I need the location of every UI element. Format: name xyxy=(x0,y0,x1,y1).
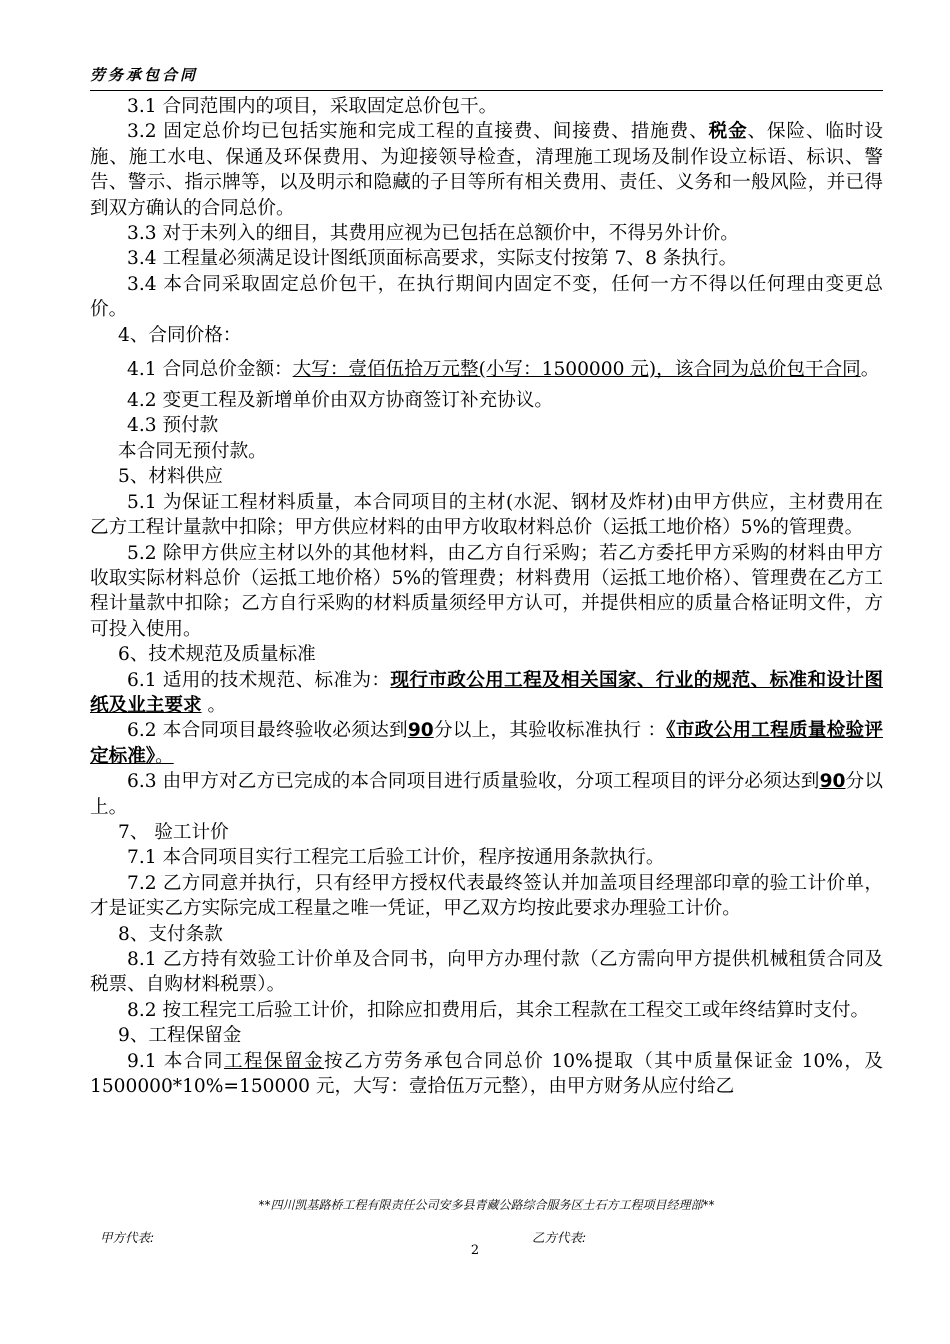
page-header xyxy=(90,64,883,91)
clause-6-3: 6.3 由甲方对乙方已完成的本合同项目进行质量验收，分项工程项目的评分必须达到90分以上。 xyxy=(90,771,883,818)
clause-3-2: 3.2 固定总价均已包括实施和完成工程的直接费、间接费、措施费、税金、保险、临时设施、施工水电、保通及环保费用、为迎接领导检查，清理施工现场及制作设立标语、标识、警告、警示、指示牌等，以及明示和隐藏的子目等所有相关费用、责任、义务和一般风险，并已得到双方确认的合同总价。 xyxy=(90,121,883,219)
clause-6-2: 6.2 本合同项目最终验收必须达到90分以上，其验收标准执行 ：《市政公用工程质量检验评定标准》。 xyxy=(90,720,883,767)
clause-3-4a: 3.4 工程量必须满足设计图纸顶面标高要求，实际支付按第 7、8 条执行。 xyxy=(127,248,738,270)
contract-total-amount: 大写：壹佰伍拾万元整(小写：1500000 元)，该合同为总价包干合同 xyxy=(292,359,861,381)
section-8-heading: 8、支付条款 xyxy=(118,923,223,945)
clause-4-1: 4.1 合同总价金额：大写：壹佰伍拾万元整(小写：1500000 元)，该合同为总价包干合同。 xyxy=(127,359,880,381)
quality-standard: 《市政公用工程质量检验评定标准》 xyxy=(90,720,883,767)
clause-4-2: 4.2 变更工程及新增单价由双方协商签订补充协议。 xyxy=(127,390,553,412)
clause-5-2: 5.2 除甲方供应主材以外的其他材料，由乙方自行采购；若乙方委托甲方采购的材料由甲方收取实际材料总价（运抵工地价格）5%的管理费；材料费用（运抵工地价格）、管理费在乙方工程计量款中扣除；乙方自行采购的材料质量须经甲方认可，并提供相应的质量合格证明文件，方可投入使用。 xyxy=(90,542,883,640)
clause-7-2: 7.2 乙方同意并执行，只有经甲方授权代表最终签认并加盖项目经理部印章的验工计价单，才是证实乙方实际完成工程量之唯一凭证，甲乙双方均按此要求办理验工计价。 xyxy=(90,872,883,920)
section-5-heading: 5、材料供应 xyxy=(118,466,223,488)
document-body xyxy=(90,94,883,1099)
retention-money: 工程保留金 xyxy=(223,1050,324,1072)
party-a-representative: 甲方代表: xyxy=(100,1230,155,1245)
party-b-representative: 乙方代表: xyxy=(532,1230,587,1245)
score-threshold: 90 xyxy=(407,720,434,742)
clause-9-1: 9.1 本合同工程保留金按乙方劳务承包合同总价 10%提取（其中质量保证金 10%，及 1500000*10%=150000 元，大写：壹拾伍万元整），由甲方财务从应付给乙 xyxy=(90,1050,883,1098)
header-title: 劳务承包合同 xyxy=(90,66,199,84)
clause-3-1: 3.1 合同范围内的项目，采取固定总价包干。 xyxy=(127,96,498,117)
clause-8-1: 8.1 乙方持有效验工计价单及合同书，向甲方办理付款（乙方需向甲方提供机械租赁合同及税票、自购材料税票）。 xyxy=(90,949,883,996)
section-7-heading: 7、 验工计价 xyxy=(118,821,229,843)
section-4-heading: 4、合同价格： xyxy=(118,324,242,346)
section-9-heading: 9、工程保留金 xyxy=(118,1025,242,1047)
applicable-standards: 现行市政公用工程及相关国家、行业的规范、标准和设计图纸及业主要求 xyxy=(90,669,883,716)
page-number: 2 xyxy=(470,1243,480,1258)
clause-6-1: 6.1 适用的技术规范、标准为：现行市政公用工程及相关国家、行业的规范、标准和设计图纸及业主要求 。 xyxy=(90,669,883,716)
clause-4-3-body: 本合同无预付款。 xyxy=(118,440,267,462)
bold-tax: 税金 xyxy=(708,121,748,143)
score-threshold: 90 xyxy=(819,771,846,793)
section-6-heading: 6、技术规范及质量标准 xyxy=(118,644,316,666)
clause-3-3: 3.3 对于未列入的细目，其费用应视为已包括在总额价中，不得另外计价。 xyxy=(127,223,739,245)
clause-7-1: 7.1 本合同项目实行工程完工后验工计价，程序按通用条款执行。 xyxy=(127,847,665,869)
clause-5-1: 5.1 为保证工程材料质量，本合同项目的主材(水泥、钢材及炸材)由甲方供应，主材费用在乙方工程计量款中扣除；甲方供应材料的由甲方收取材料总价（运抵工地价格）5%的管理费。 xyxy=(90,491,883,539)
footer-company: **四川凯基路桥工程有限责任公司安多县青藏公路综合服务区土石方工程项目经理部** xyxy=(258,1198,715,1212)
clause-3-4b: 3.4 本合同采取固定总价包干，在执行期间内固定不变，任何一方不得以任何理由变更总价。 xyxy=(90,273,883,321)
clause-4-3: 4.3 预付款 xyxy=(127,415,219,437)
clause-8-2: 8.2 按工程完工后验工计价，扣除应扣费用后，其余工程款在工程交工或年终结算时支付。 xyxy=(127,999,870,1021)
